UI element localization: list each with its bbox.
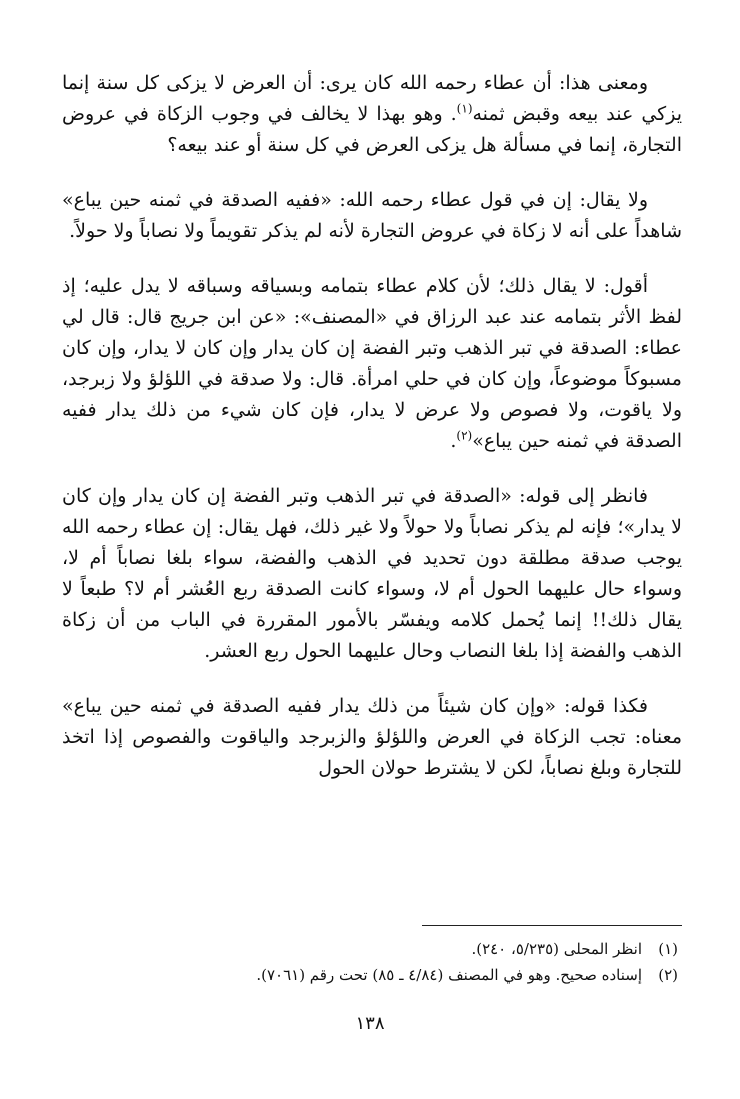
paragraph-5-text: فكذا قوله: «وإن كان شيئاً من ذلك يدار ففيه الصدقة في ثمنه حين يباع» معناه: تجب الزكاة في العرض واللؤلؤ والزبرجد والياقوت والفصوص إذا اتخذ للتجارة وبلغ نصاباً، لكن لا يشترط حولان الحول — [62, 695, 682, 779]
footnote-1 — [62, 936, 682, 962]
paragraph-1 — [62, 68, 682, 161]
paragraph-1-text: ومعنى هذا: أن عطاء رحمه الله كان يرى: أن العرض لا يزكى كل سنة إنما يزكي عند بيعه وقبض ثمنه — [62, 72, 682, 125]
footnotes — [62, 936, 682, 988]
paragraph-4-text: فانظر إلى قوله: «الصدقة في تبر الذهب وتبر الفضة إن كان يدار وإن كان لا يدار»؛ فإنه لم يذكر نصاباً ولا حولاً ولا غير ذلك، فهل يقال: إن عطاء رحمه الله يوجب صدقة مطلقة دون تحديد في الذهب والفضة، سواء بلغا نصاباً أم لا، وسواء حال عليهما الحول أم لا، وسواء كانت الصدقة ربع العُشر أم لا؟ طبعاً لا يقال ذلك!! إنما يُحمل كلامه ويفسّر بالأمور المقررة في الباب من أن زكاة الذهب والفضة إذا بلغا النصاب وحال عليهما الحول ربع العشر. — [62, 485, 682, 662]
footnote-2-number: (٢) — [658, 966, 678, 984]
footnote-2-text: إسناده صحيح. وهو في المصنف (٤/٨٤ ـ ٨٥) تحت رقم (٧٠٦١). — [256, 966, 642, 984]
footnote-1-text: انظر المحلى (٥/٢٣٥، ٢٤٠). — [471, 940, 642, 958]
page-body — [62, 68, 682, 808]
footnote-2 — [62, 962, 682, 988]
paragraph-5 — [62, 691, 682, 784]
footnote-ref-2[interactable]: (٢) — [456, 428, 473, 443]
footnote-ref-1[interactable]: (١) — [456, 101, 473, 116]
paragraph-3-text: أقول: لا يقال ذلك؛ لأن كلام عطاء بتمامه وبسياقه وسباقه لا يدل عليه؛ إذ لفظ الأثر بتمامه عند عبد الرزاق في «المصنف»: «عن ابن جريج قال: قال لي عطاء: الصدقة في تبر الذهب وتبر الفضة إن كان يدار وإن كان لا يدار، وإن كان مسبوكاً موضوعاً، وإن كان في حلي امرأة. قال: ولا صدقة في اللؤلؤ ولا زبرجد، ولا ياقوت، ولا فصوص ولا عرض لا يدار، فإن كان شيء من ذلك يدار ففيه الصدقة في ثمنه حين يباع» — [62, 275, 682, 452]
paragraph-3-tail: . — [450, 430, 457, 452]
paragraph-1-tail: . وهو بهذا لا يخالف في وجوب الزكاة في عروض التجارة، إنما في مسألة هل يزكى العرض في كل سنة أو عند بيعه؟ — [62, 103, 682, 156]
paragraph-2-text: ولا يقال: إن في قول عطاء رحمه الله: «ففيه الصدقة في ثمنه حين يباع» شاهداً على أنه لا زكاة في عروض التجارة لأنه لم يذكر تقويماً ولا نصاباً ولا حولاً. — [62, 189, 682, 242]
page-number: ١٣٨ — [355, 1013, 385, 1034]
footnote-divider — [422, 925, 682, 926]
paragraph-2 — [62, 185, 682, 247]
footnote-1-number: (١) — [658, 940, 678, 958]
paragraph-4 — [62, 481, 682, 667]
paragraph-3 — [62, 271, 682, 457]
